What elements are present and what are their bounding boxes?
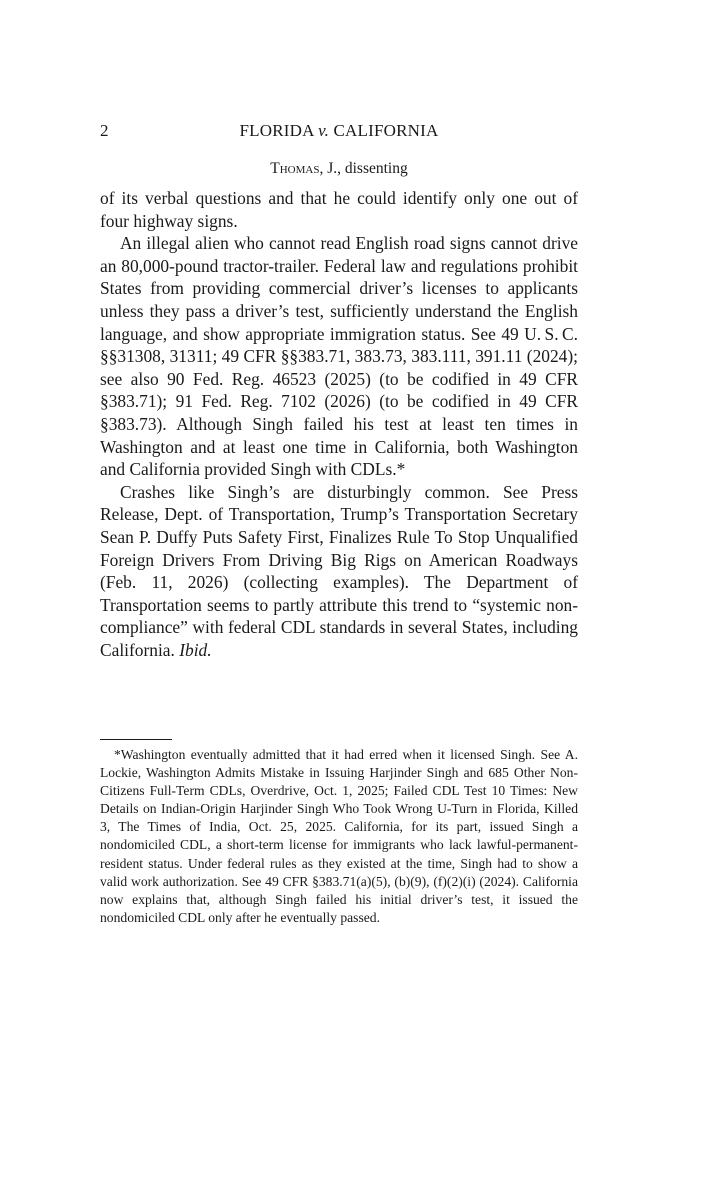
page-number: 2 — [100, 121, 109, 140]
opinion-type: , J., dissenting — [319, 160, 408, 177]
case-title-first-party: FLORIDA — [239, 121, 319, 140]
body-paragraph: An illegal alien who cannot read English road signs cannot drive an 80,000-pound tractor-trailer. Federal law and regulations prohibit States from providing commercial driver’s licenses to applicants unless they pass a driver’s test, sufficiently understand the English language, and show appropriate immigration status. See 49 U. S. C. §§31308, 31311; 49 CFR §§383.71, 383.73, 383.111, 391.11 (2024); see also 90 Fed. Reg. 46523 (2025) (to be codified in 49 CFR §383.71); 91 Fed. Reg. 7102 (2026) (to be codified in 49 CFR §383.73). Although Singh failed his test at least ten times in Washington and at least one time in California, both Washington and California provided Singh with CDLs.* — [100, 233, 578, 480]
justice-name: Thomas — [270, 160, 320, 177]
opinion-body — [100, 187, 578, 661]
case-title — [100, 121, 578, 141]
footnote-text: *Washington eventually admitted that it had erred when it licensed Singh. See A. Lockie, Washington Admits Mistake in Issuing Harjinder Singh and 685 Other Non-Citizens Full-Term CDLs, Overdrive, Oct. 1, 2025; Failed CDL Test 10 Times: New Details on Indian-Origin Harjinder Singh Who Took Wrong U-Turn in Florida, Killed 3, The Times of India, Oct. 25, 2025. California, for its part, issued Singh a nondomiciled CDL, a short-term license for immigrants who lack lawful-permanent-resident status. Under federal rules as they existed at the time, Singh had to show a valid work authorization. See 49 CFR §383.71(a)(5), (b)(9), (f)(2)(i) (2024). California now explains that, although Singh failed his initial driver’s test, it issued the nondomiciled CDL only after he eventually passed. — [100, 747, 578, 925]
body-paragraph — [100, 481, 578, 662]
case-title-second-party: CALIFORNIA — [329, 121, 439, 140]
case-title-versus: v. — [318, 121, 330, 140]
body-paragraph-text: Crashes like Singh’s are disturbingly common. See Press Release, Dept. of Transportation, Trump’s Transportation Secretary Sean P. Duffy Puts Safety First, Finalizes Rule To Stop Unqualified Foreign Drivers From Driving Big Rigs on American Roadways (Feb. 11, 2026) (collecting examples). The Department of Transportation seems to partly attribute this trend to “systemic non-compliance” with federal CDL standards in several States, including California. — [100, 481, 578, 660]
footnote-divider — [100, 739, 172, 740]
running-header — [100, 121, 578, 143]
opinion-author-line — [100, 160, 578, 178]
footnote — [100, 746, 578, 927]
ibid-citation: Ibid. — [179, 639, 212, 660]
body-paragraph-continued: of its verbal questions and that he could identify only one out of four highway signs. — [100, 188, 578, 231]
